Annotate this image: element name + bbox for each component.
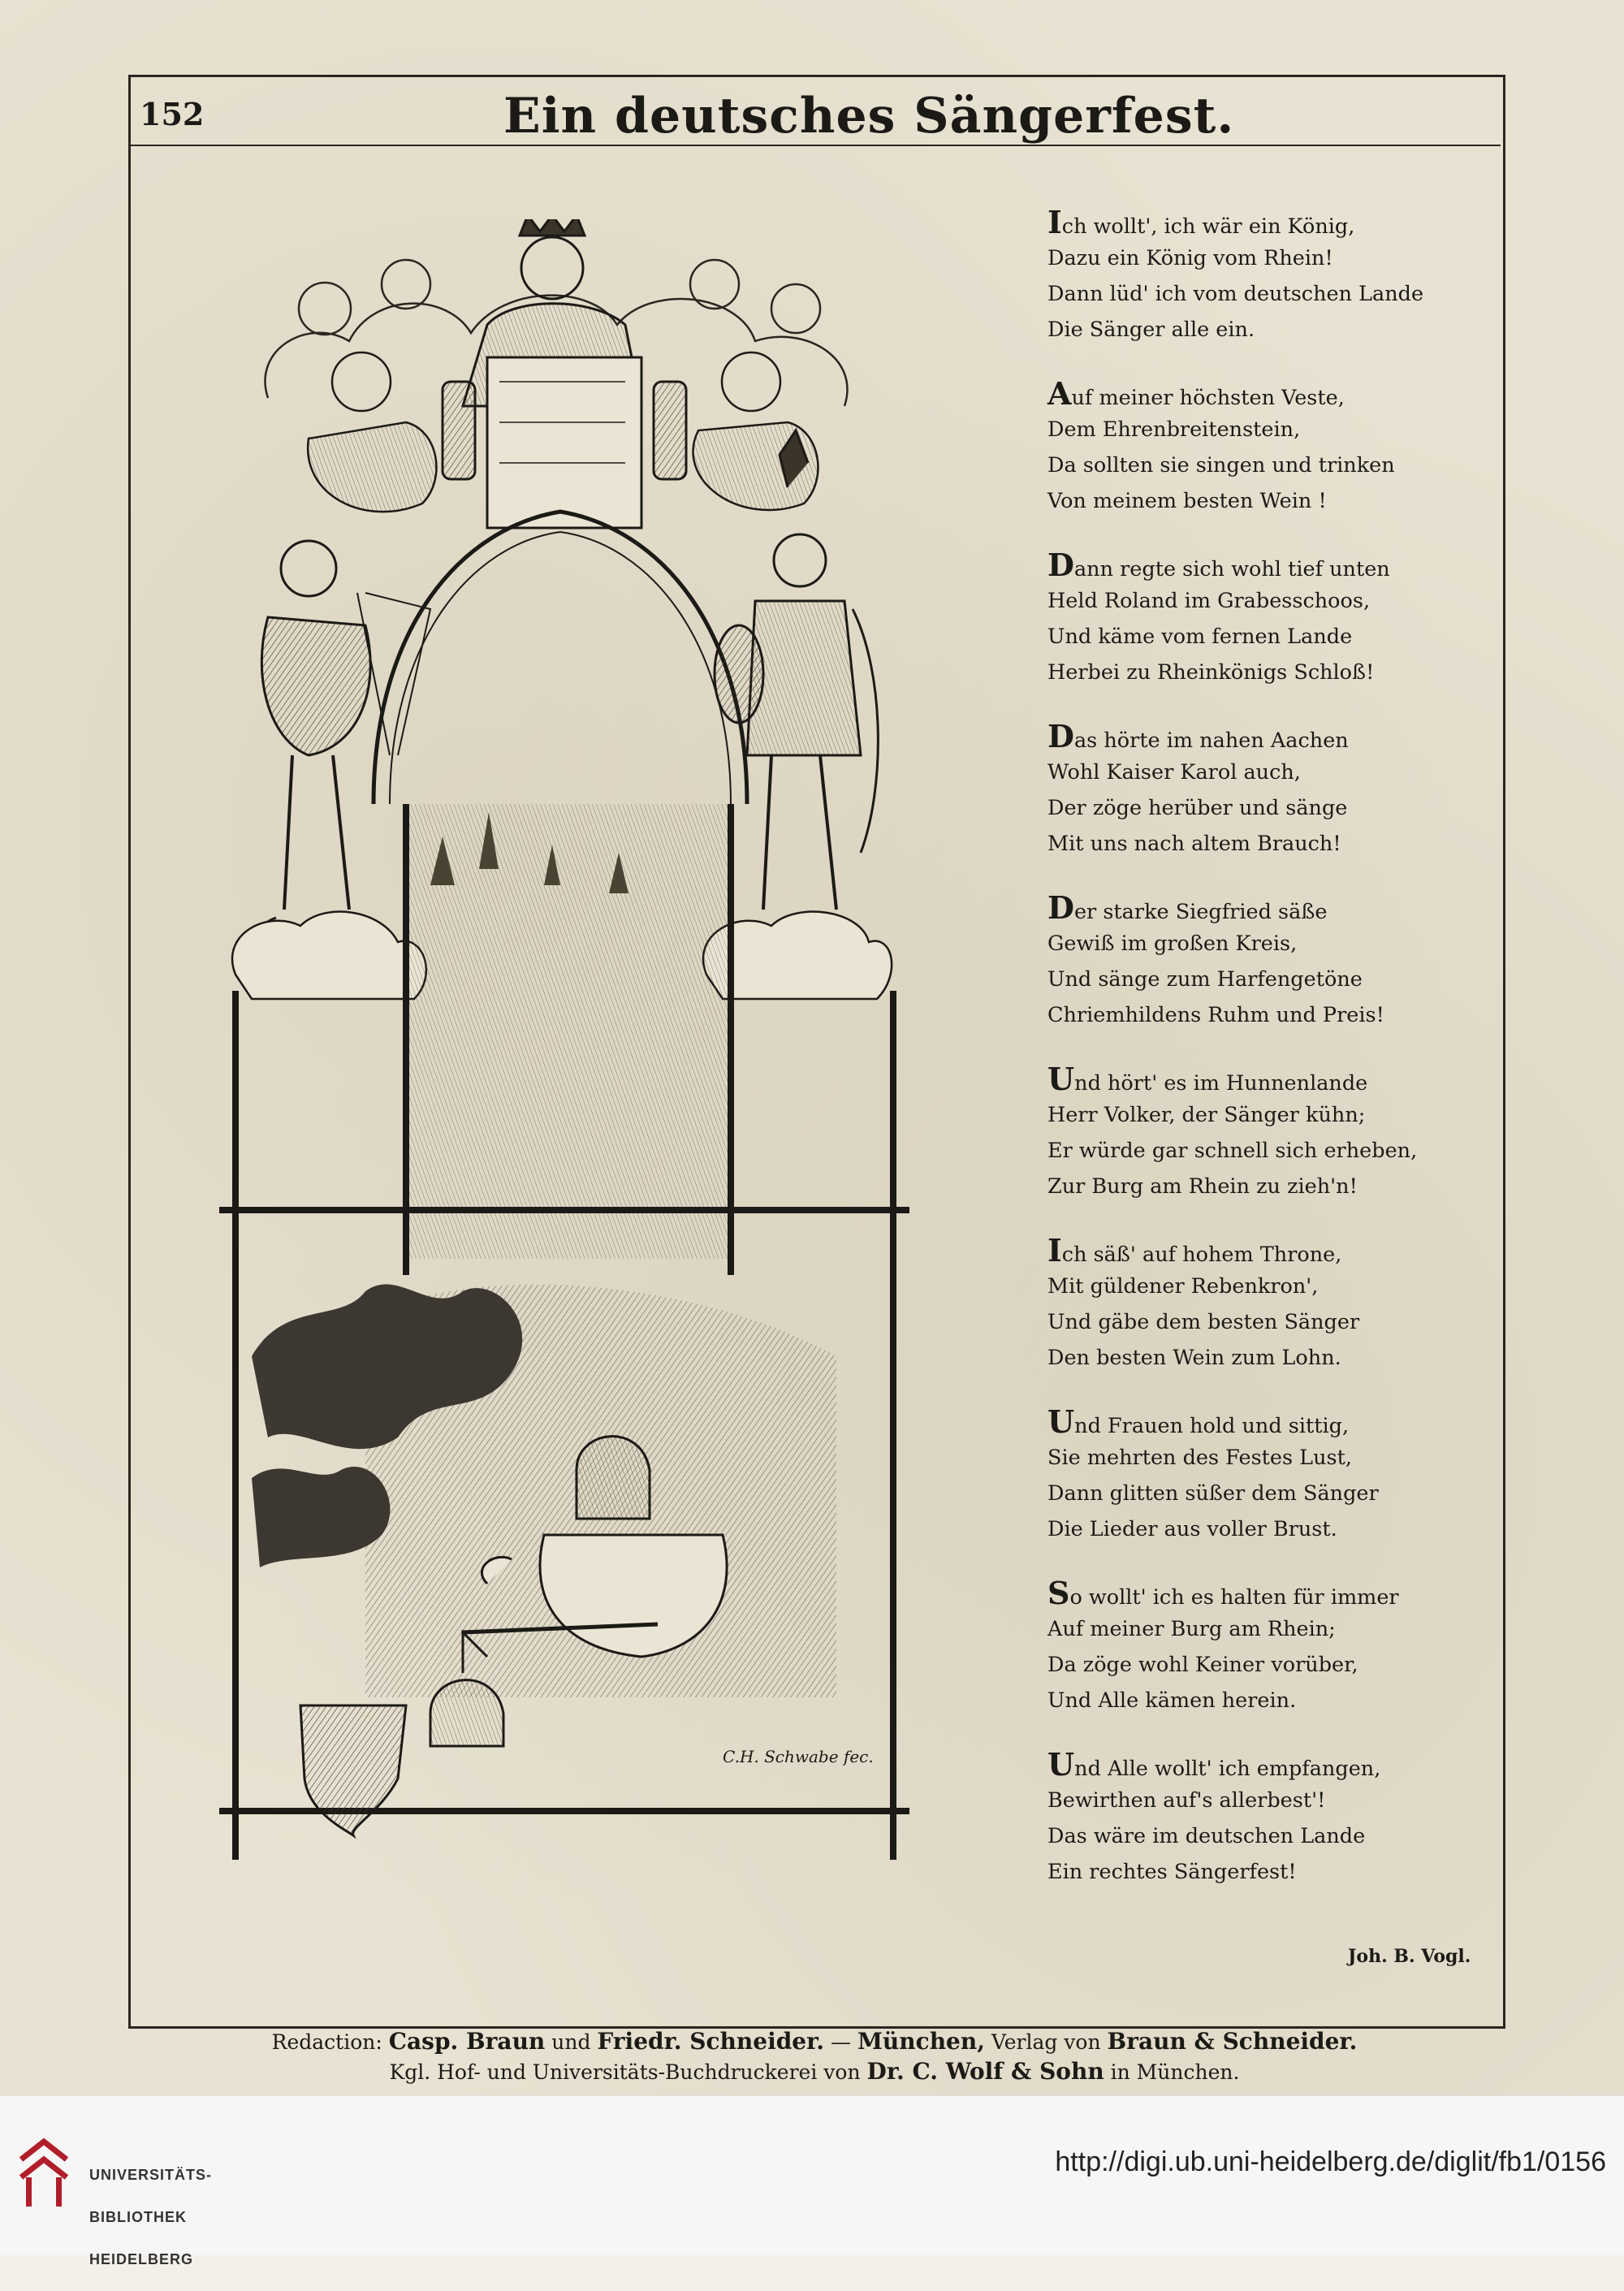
poem-line: Die Lieder aus voller Brust. [1047, 1517, 1337, 1541]
poem-line: Der starke Siegfried säße [1047, 889, 1328, 926]
poem-line: Dann glitten süßer dem Sänger [1047, 1481, 1379, 1506]
poem-line: Das wäre im deutschen Lande [1047, 1824, 1366, 1848]
imprint-line-2 [128, 2057, 1501, 2087]
poem-line: Die Sänger alle ein. [1047, 318, 1255, 342]
artist-signature: C.H. Schwabe fec. [723, 1747, 874, 1766]
poem-line: Und gäbe dem besten Sänger [1047, 1310, 1360, 1334]
poem-line: Und käme vom fernen Lande [1047, 625, 1353, 649]
poem-line: So wollt' ich es halten für immer [1047, 1575, 1399, 1611]
gothic-arch [374, 512, 747, 804]
poem-line: Der zöge herüber und sänge [1047, 796, 1348, 820]
page-title: Ein deutsches Sängerfest. [503, 88, 1235, 145]
poem-line: Ein rechtes Sängerfest! [1047, 1860, 1297, 1884]
page-number: 152 [140, 96, 205, 132]
imprint-printer: Dr. C. Wolf & Sohn [866, 2058, 1104, 2085]
library-name-line: HEIDELBERG [89, 2251, 194, 2267]
poem [1047, 205, 1470, 1918]
poem-stanza [1047, 1233, 1470, 1376]
poem-line: Chriemhildens Ruhm und Preis! [1047, 1003, 1384, 1027]
library-name-line: UNIVERSITÄTS- [89, 2167, 213, 2183]
poem-line: Ich wollt', ich wär ein König, [1047, 204, 1355, 240]
poem-line: Mit uns nach altem Brauch! [1047, 832, 1341, 856]
imprint-publisher: Braun & Schneider. [1107, 2028, 1358, 2055]
imprint-editor-2: Friedr. Schneider. [597, 2028, 825, 2055]
imprint-printer-suffix: in München. [1110, 2060, 1240, 2084]
imprint-printer-prefix: Kgl. Hof- und Universitäts-Buchdruckerei von [389, 2060, 861, 2084]
poem-stanza [1047, 205, 1470, 348]
poem-line: Auf meiner Burg am Rhein; [1047, 1617, 1336, 1641]
poem-line: Und Alle kämen herein. [1047, 1688, 1297, 1713]
poem-author: Joh. B. Vogl. [1348, 1946, 1471, 1967]
poem-stanza [1047, 1404, 1470, 1547]
poem-line: Er würde gar schnell sich erheben, [1047, 1139, 1418, 1163]
poem-stanza [1047, 1576, 1470, 1718]
background-scene [406, 804, 731, 1259]
imprint-city: München, [857, 2028, 985, 2055]
imprint-editor-1: Casp. Braun [388, 2028, 546, 2055]
poem-stanza [1047, 1747, 1470, 1890]
poem-line: Da zöge wohl Keiner vorüber, [1047, 1653, 1358, 1677]
poem-stanza [1047, 890, 1470, 1033]
poem-line: Auf meiner höchsten Veste, [1047, 375, 1345, 412]
poem-line: Von meinem besten Wein ! [1047, 489, 1327, 513]
poem-line: Dann regte sich wohl tief unten [1047, 547, 1390, 583]
library-name[interactable] [89, 2143, 212, 2291]
poem-line: Mit güldener Rebenkron', [1047, 1274, 1319, 1299]
imprint [128, 2027, 1501, 2087]
poem-line: Zur Burg am Rhein zu zieh'n! [1047, 1174, 1358, 1199]
library-logo-icon[interactable] [18, 2138, 70, 2210]
poem-line: Und Alle wollt' ich empfangen, [1047, 1746, 1381, 1783]
poem-line: Held Roland im Grabesschoos, [1047, 589, 1371, 613]
imprint-dash: — [830, 2030, 851, 2054]
poem-line: Wohl Kaiser Karol auch, [1047, 760, 1301, 785]
king-figure [443, 219, 686, 528]
poem-line: Dem Ehrenbreitenstein, [1047, 417, 1301, 442]
poem-line: Gewiß im großen Kreis, [1047, 932, 1298, 956]
imprint-label: Redaction: [271, 2030, 382, 2054]
poem-line: Herbei zu Rheinkönigs Schloß! [1047, 660, 1375, 685]
poem-line: Und hört' es im Hunnenlande [1047, 1061, 1368, 1097]
viewer-footer [0, 2095, 1624, 2267]
poem-line: Das hörte im nahen Aachen [1047, 718, 1349, 754]
poem-stanza [1047, 719, 1470, 862]
poem-line: Dazu ein König vom Rhein! [1047, 246, 1333, 270]
library-name-line: BIBLIOTHEK [89, 2209, 187, 2225]
poem-line: Da sollten sie singen und trinken [1047, 453, 1395, 478]
poem-line: Sie mehrten des Festes Lust, [1047, 1446, 1352, 1470]
poem-stanza [1047, 547, 1470, 690]
angel-right [693, 352, 818, 510]
poem-line: Den besten Wein zum Lohn. [1047, 1346, 1341, 1370]
angel-left [308, 352, 436, 512]
imprint-line-1 [128, 2027, 1501, 2057]
poem-line: Und sänge zum Harfengetöne [1047, 967, 1363, 992]
poem-stanza [1047, 376, 1470, 519]
poem-line: Ich säß' auf hohem Throne, [1047, 1232, 1342, 1269]
poem-stanza [1047, 1061, 1470, 1204]
source-url-link[interactable]: http://digi.ub.uni-heidelberg.de/diglit/fb1/0156 [1055, 2146, 1606, 2177]
poem-line: Herr Volker, der Sänger kühn; [1047, 1103, 1366, 1127]
poem-line: Dann lüd' ich vom deutschen Lande [1047, 282, 1424, 306]
poem-line: Und Frauen hold und sittig, [1047, 1403, 1350, 1440]
poem-line: Bewirthen auf's allerbest'! [1047, 1788, 1326, 1813]
header-rule [128, 145, 1501, 146]
engraved-illustration [219, 219, 909, 1933]
imprint-publisher-label: Verlag von [991, 2030, 1101, 2054]
imprint-and: und [551, 2030, 591, 2054]
